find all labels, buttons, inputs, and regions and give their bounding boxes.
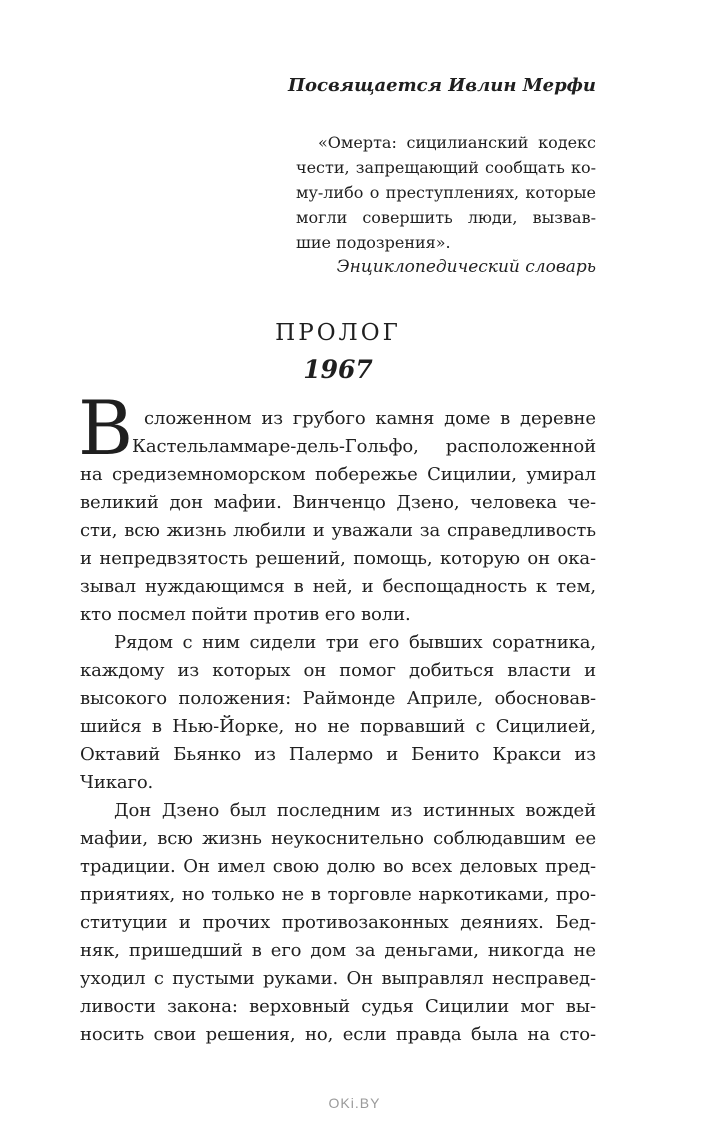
text-line: носить свои решения, но, если правда была на сто- [80, 1024, 596, 1045]
text-line: Чикаго. [80, 772, 154, 793]
text-line: шие подозрения». [296, 233, 451, 252]
text-line: мафии, всю жизнь неукоснительно соблюдавшим ее [80, 828, 596, 849]
text-line: шийся в Нью-Йорке, но не порвавший с Сицилией, [80, 716, 596, 737]
text-line: уходил с пустыми руками. Он выправлял несправед- [80, 968, 596, 989]
text-line: му-либо о преступлениях, которые [296, 183, 596, 202]
text-line: Рядом с ним сидели три его бывших соратника, [114, 632, 596, 653]
text-line: приятиях, но только не в торговле наркотиками, про- [80, 884, 596, 905]
text-line: сложенном из грубого камня доме в деревне [144, 408, 596, 429]
text-line: на средиземноморском побережье Сицилии, умирал [80, 464, 596, 485]
text-line: каждому из которых он помог добиться власти и [80, 660, 596, 681]
text-line: чести, запрещающий сообщать ко- [296, 158, 596, 177]
epigraph-attribution: Энциклопедический словарь [336, 257, 596, 277]
dedication: Посвящается Ивлин Мерфи [287, 75, 596, 96]
text-line: могли совершить люди, вызвав- [296, 208, 596, 227]
epigraph [296, 130, 596, 255]
text-line: и непредвзятость решений, помощь, которую он ока- [80, 548, 596, 569]
text-line: ливости закона: верховный судья Сицилии мог вы- [80, 996, 596, 1017]
watermark: OKi.BY [328, 1095, 381, 1111]
text-line: высокого положения: Раймонде Априле, обосновав- [80, 688, 596, 709]
text-line: Дон Дзено был последним из истинных вождей [114, 800, 596, 821]
text-line: Октавий Бьянко из Палермо и Бенито Кракси из [80, 744, 596, 765]
drop-cap: В [78, 384, 134, 472]
chapter-year: 1967 [303, 355, 373, 384]
paragraph-2 [80, 629, 596, 797]
body-text [78, 384, 596, 1049]
text-line: Кастельламмаре-дель-Гольфо, расположенной [132, 436, 596, 457]
text-line: сти, всю жизнь любили и уважали за справедливость [80, 520, 596, 541]
text-line: зывал нуждающимся в ней, и беспощадность к тем, [80, 576, 596, 597]
text-line: ституции и прочих противозаконных деяниях. Бед- [80, 912, 596, 933]
text-line: кто посмел пойти против его воли. [80, 604, 411, 625]
text-line: «Омерта: сицилианский кодекс [318, 133, 596, 152]
text-column [80, 0, 596, 1049]
chapter-heading: ПРОЛОГ [275, 320, 401, 346]
text-line: традиции. Он имел свою долю во всех деловых пред- [80, 856, 596, 877]
paragraph-3 [80, 797, 596, 1049]
text-line: няк, пришедший в его дом за деньгами, никогда не [80, 940, 596, 961]
text-line: великий дон мафии. Винченцо Дзено, человека че- [80, 492, 596, 513]
paragraph-1 [78, 384, 596, 629]
